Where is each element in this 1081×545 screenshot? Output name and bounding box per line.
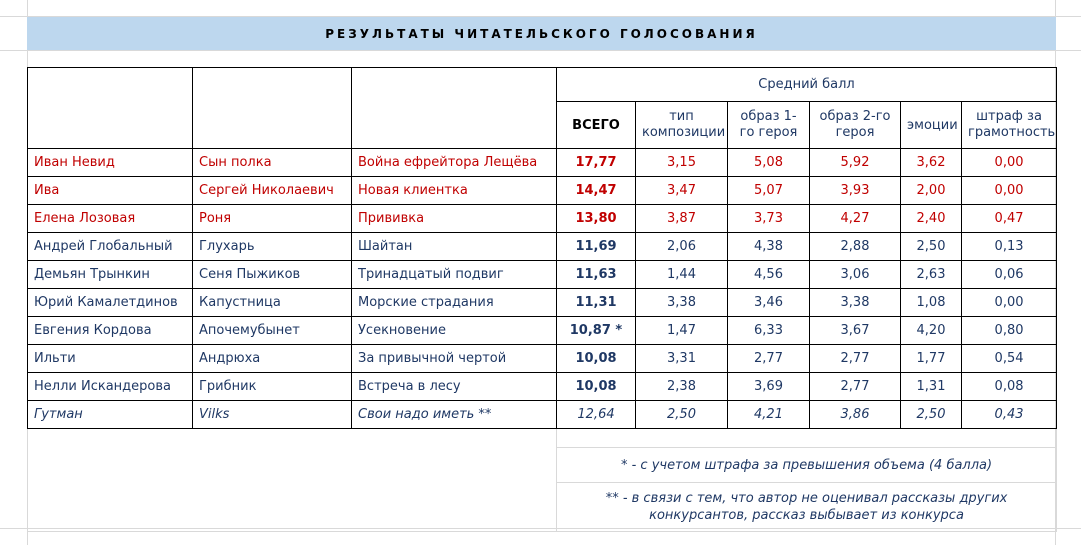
hero-header (193, 68, 352, 149)
total-cell: 10,08 (557, 345, 636, 373)
score-cell: 2,40 (901, 205, 962, 233)
score-cell: 3,06 (810, 261, 901, 289)
total-cell: 10,87 * (557, 317, 636, 345)
total-cell: 11,69 (557, 233, 636, 261)
author-cell: Иван Невид (28, 149, 193, 177)
story-cell: Усекновение (352, 317, 557, 345)
hero-cell: Сергей Николаевич (193, 177, 352, 205)
author-cell: Демьян Трынкин (28, 261, 193, 289)
score-cell: 6,33 (728, 317, 810, 345)
story-cell: Морские страдания (352, 289, 557, 317)
score-cell: 2,06 (636, 233, 728, 261)
author-cell: Юрий Камалетдинов (28, 289, 193, 317)
notes-blank-area (28, 429, 557, 532)
author-cell: Ильти (28, 345, 193, 373)
score-cell: 3,62 (901, 149, 962, 177)
score-cell: 2,50 (901, 233, 962, 261)
score-cell: 2,77 (728, 345, 810, 373)
score-cell: 2,77 (810, 373, 901, 401)
penalty-header: штраф за грамотность (962, 102, 1057, 149)
average-score-header: Средний балл (557, 68, 1057, 102)
score-cell: 4,38 (728, 233, 810, 261)
score-cell: 3,46 (728, 289, 810, 317)
hero-cell: Апочемубынет (193, 317, 352, 345)
author-cell: Ива (28, 177, 193, 205)
author-cell: Нелли Искандерова (28, 373, 193, 401)
story-cell: Прививка (352, 205, 557, 233)
score-cell: 2,63 (901, 261, 962, 289)
story-cell: Шайтан (352, 233, 557, 261)
grid-line (0, 50, 1081, 51)
story-header (352, 68, 557, 149)
score-cell: 3,73 (728, 205, 810, 233)
score-cell: 0,06 (962, 261, 1057, 289)
score-cell: 0,13 (962, 233, 1057, 261)
score-cell: 3,38 (636, 289, 728, 317)
table-row (28, 289, 1057, 317)
score-cell: 3,38 (810, 289, 901, 317)
hero-cell: Андрюха (193, 345, 352, 373)
score-cell: 3,47 (636, 177, 728, 205)
score-cell: 5,08 (728, 149, 810, 177)
score-cell: 3,93 (810, 177, 901, 205)
score-cell: 3,31 (636, 345, 728, 373)
score-cell: 3,87 (636, 205, 728, 233)
author-cell: Евгения Кордова (28, 317, 193, 345)
story-cell: Встреча в лесу (352, 373, 557, 401)
hero-cell: Сын полка (193, 149, 352, 177)
hero-cell: Vilks (193, 401, 352, 429)
story-cell: Новая клиентка (352, 177, 557, 205)
table-row (28, 401, 1057, 429)
total-cell: 14,47 (557, 177, 636, 205)
score-cell: 0,00 (962, 289, 1057, 317)
table-row (28, 345, 1057, 373)
score-cell: 3,86 (810, 401, 901, 429)
total-header: ВСЕГО (557, 102, 636, 149)
author-cell: Гутман (28, 401, 193, 429)
note-penalty: * - с учетом штрафа за превышения объема (4 балла) (557, 448, 1057, 483)
score-cell: 5,07 (728, 177, 810, 205)
score-cell: 3,69 (728, 373, 810, 401)
story-cell: Война ефрейтора Лещёва (352, 149, 557, 177)
score-cell: 2,50 (636, 401, 728, 429)
hero-cell: Сеня Пыжиков (193, 261, 352, 289)
page-title: РЕЗУЛЬТАТЫ ЧИТАТЕЛЬСКОГО ГОЛОСОВАНИЯ (27, 17, 1056, 50)
table-row (28, 205, 1057, 233)
author-header (28, 68, 193, 149)
score-cell: 5,92 (810, 149, 901, 177)
score-cell: 1,47 (636, 317, 728, 345)
notes-spacer (557, 429, 1057, 448)
author-cell: Елена Лозовая (28, 205, 193, 233)
author-cell: Андрей Глобальный (28, 233, 193, 261)
score-cell: 0,80 (962, 317, 1057, 345)
score-cell: 2,00 (901, 177, 962, 205)
hero-cell: Роня (193, 205, 352, 233)
score-cell: 3,15 (636, 149, 728, 177)
table-row (28, 317, 1057, 345)
hero2-header: образ 2-го героя (810, 102, 901, 149)
total-cell: 13,80 (557, 205, 636, 233)
score-cell: 0,47 (962, 205, 1057, 233)
score-cell: 0,54 (962, 345, 1057, 373)
hero-cell: Грибник (193, 373, 352, 401)
table-row (28, 177, 1057, 205)
score-cell: 2,50 (901, 401, 962, 429)
score-cell: 4,21 (728, 401, 810, 429)
score-cell: 4,56 (728, 261, 810, 289)
emotions-header: эмоции (901, 102, 962, 149)
header-row (28, 68, 1057, 102)
score-cell: 0,43 (962, 401, 1057, 429)
hero-cell: Капустница (193, 289, 352, 317)
story-cell: Тринадцатый подвиг (352, 261, 557, 289)
score-cell: 0,00 (962, 177, 1057, 205)
table-row (28, 149, 1057, 177)
total-cell: 10,08 (557, 373, 636, 401)
results-table (27, 67, 1057, 532)
composition-header: тип композиции (636, 102, 728, 149)
total-cell: 17,77 (557, 149, 636, 177)
score-cell: 2,38 (636, 373, 728, 401)
score-cell: 1,77 (901, 345, 962, 373)
note-disqualified: ** - в связи с тем, что автор не оценивал рассказы других конкурсантов, рассказ выбывает из конкурса (557, 483, 1057, 532)
score-cell: 2,88 (810, 233, 901, 261)
story-cell: За привычной чертой (352, 345, 557, 373)
table-row (28, 373, 1057, 401)
total-cell: 11,63 (557, 261, 636, 289)
score-cell: 4,27 (810, 205, 901, 233)
table-row (28, 233, 1057, 261)
total-cell: 11,31 (557, 289, 636, 317)
note-spacer-row (28, 429, 1057, 448)
score-cell: 2,77 (810, 345, 901, 373)
score-cell: 1,31 (901, 373, 962, 401)
hero-cell: Глухарь (193, 233, 352, 261)
score-cell: 3,67 (810, 317, 901, 345)
hero1-header: образ 1-го героя (728, 102, 810, 149)
total-cell: 12,64 (557, 401, 636, 429)
score-cell: 4,20 (901, 317, 962, 345)
score-cell: 0,08 (962, 373, 1057, 401)
score-cell: 1,08 (901, 289, 962, 317)
table-row (28, 261, 1057, 289)
story-cell: Свои надо иметь ** (352, 401, 557, 429)
score-cell: 0,00 (962, 149, 1057, 177)
score-cell: 1,44 (636, 261, 728, 289)
